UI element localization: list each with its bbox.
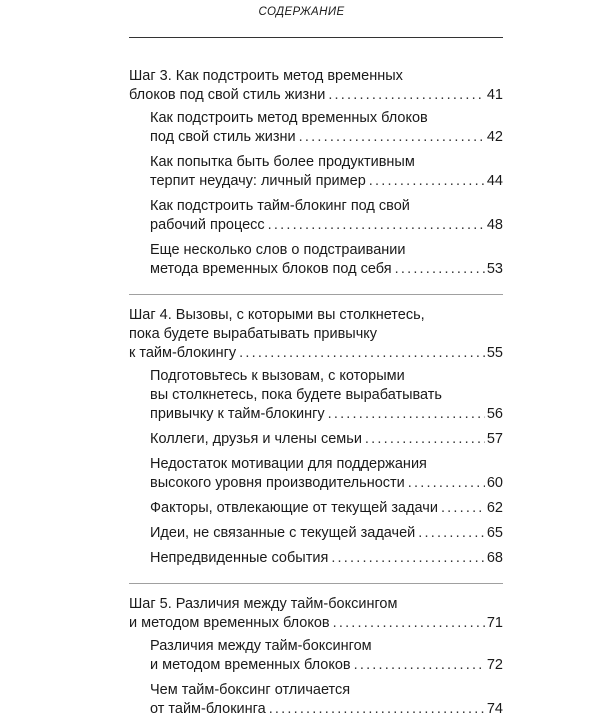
entry-last-line	[150, 260, 503, 279]
entry-title-line: Чем тайм-боксинг отличается	[150, 682, 351, 698]
dot-leader	[299, 128, 485, 147]
entry-title-line: рабочий процесс	[150, 217, 265, 233]
entry-last-line	[150, 499, 503, 518]
entry-last-line	[150, 549, 503, 568]
dot-leader	[395, 260, 485, 279]
page-number: 57	[486, 431, 503, 447]
entry-last-line	[150, 172, 503, 191]
dot-leader	[333, 614, 485, 633]
dot-leader	[328, 86, 485, 105]
entry-last-line	[150, 128, 503, 147]
page-header: СОДЕРЖАНИЕ	[258, 6, 345, 18]
page-number: 55	[486, 345, 503, 361]
entry-title-line: Идеи, не связанные с текущей задачей	[150, 525, 416, 541]
dot-leader	[268, 216, 485, 235]
page-number: 65	[486, 525, 503, 541]
entry-last-line	[150, 700, 503, 719]
page-number: 56	[486, 406, 503, 422]
dot-leader	[328, 405, 485, 424]
page-number: 41	[486, 87, 503, 103]
entry-title-line: высокого уровня производительности	[150, 475, 405, 491]
toc-section-entry[interactable]	[150, 524, 503, 543]
toc-chapter-group	[129, 595, 503, 719]
entry-last-line	[129, 344, 503, 363]
entry-title-line: Как попытка быть более продуктивным	[150, 154, 415, 170]
entry-last-line	[150, 430, 503, 449]
dot-leader	[408, 474, 485, 493]
entry-last-line	[150, 405, 503, 424]
page-number: 72	[486, 657, 503, 673]
entry-title-line: терпит неудачу: личный пример	[150, 173, 366, 189]
page-number: 60	[486, 475, 503, 491]
entry-title-line: Недостаток мотивации для поддержания	[150, 456, 427, 472]
toc-chapter-entry[interactable]	[129, 67, 503, 105]
toc-section-entry[interactable]	[150, 637, 503, 675]
entry-title-line: и методом временных блоков	[129, 615, 330, 631]
entry-title-line: под свой стиль жизни	[150, 129, 296, 145]
dot-leader	[239, 344, 485, 363]
dot-leader	[269, 700, 485, 719]
toc-section-entry[interactable]	[150, 499, 503, 518]
toc-chapter-entry[interactable]	[129, 306, 503, 363]
dot-leader	[441, 499, 485, 518]
dot-leader	[369, 172, 485, 191]
toc-chapter-entry[interactable]	[129, 595, 503, 633]
dot-leader	[418, 524, 485, 543]
entry-title-line: вы столкнетесь, пока будете вырабатывать	[150, 387, 442, 403]
entry-title-line: к тайм-блокингу	[129, 345, 237, 361]
entry-title-line: Различия между тайм-боксингом	[150, 638, 372, 654]
page-number: 53	[486, 261, 503, 277]
entry-title-line: Шаг 4. Вызовы, с которыми вы столкнетесь,	[129, 307, 425, 323]
toc-section-entry[interactable]	[150, 549, 503, 568]
page-number: 42	[486, 129, 503, 145]
entry-title-line: Факторы, отвлекающие от текущей задачи	[150, 500, 438, 516]
entry-last-line	[129, 86, 503, 105]
entry-title-line: блоков под свой стиль жизни	[129, 87, 326, 103]
entry-title-line: от тайм-блокинга	[150, 701, 266, 717]
entry-title-line: Непредвиденные события	[150, 550, 329, 566]
entry-title-line: привычку к тайм-блокингу	[150, 406, 325, 422]
dot-leader	[331, 549, 485, 568]
entry-last-line	[150, 524, 503, 543]
toc-section-entry[interactable]	[150, 197, 503, 235]
entry-title-line: Как подстроить тайм-блокинг под свой	[150, 198, 410, 214]
toc-section-entry[interactable]	[150, 241, 503, 279]
page-number: 44	[486, 173, 503, 189]
entry-title-line: Коллеги, друзья и члены семьи	[150, 431, 362, 447]
entry-title-line: метода временных блоков под себя	[150, 261, 392, 277]
page-number: 48	[486, 217, 503, 233]
entry-title-line: Шаг 3. Как подстроить метод временных	[129, 68, 403, 84]
dot-leader	[365, 430, 485, 449]
toc-section-entry[interactable]	[150, 455, 503, 493]
page-number: 62	[486, 500, 503, 516]
entry-title-line: Как подстроить метод временных блоков	[150, 110, 428, 126]
entry-last-line	[150, 474, 503, 493]
toc-section-entry[interactable]	[150, 681, 503, 719]
toc-section-entry[interactable]	[150, 153, 503, 191]
entry-last-line	[129, 614, 503, 633]
entry-last-line	[150, 656, 503, 675]
toc-section-entry[interactable]	[150, 367, 503, 424]
toc-section-entry[interactable]	[150, 109, 503, 147]
header-rule	[129, 37, 503, 38]
page-number: 74	[486, 701, 503, 717]
dot-leader	[354, 656, 485, 675]
entry-title-line: Еще несколько слов о подстраивании	[150, 242, 406, 258]
toc-chapter-group	[129, 306, 503, 584]
entry-title-line: и методом временных блоков	[150, 657, 351, 673]
page-number: 68	[486, 550, 503, 566]
table-of-contents	[129, 67, 503, 725]
page-number: 71	[486, 615, 503, 631]
toc-section-entry[interactable]	[150, 430, 503, 449]
entry-title-line: пока будете вырабатывать привычку	[129, 326, 378, 342]
entry-title-line: Шаг 5. Различия между тайм-боксингом	[129, 596, 398, 612]
entry-last-line	[150, 216, 503, 235]
toc-chapter-group	[129, 67, 503, 295]
entry-title-line: Подготовьтесь к вызовам, с которыми	[150, 368, 405, 384]
